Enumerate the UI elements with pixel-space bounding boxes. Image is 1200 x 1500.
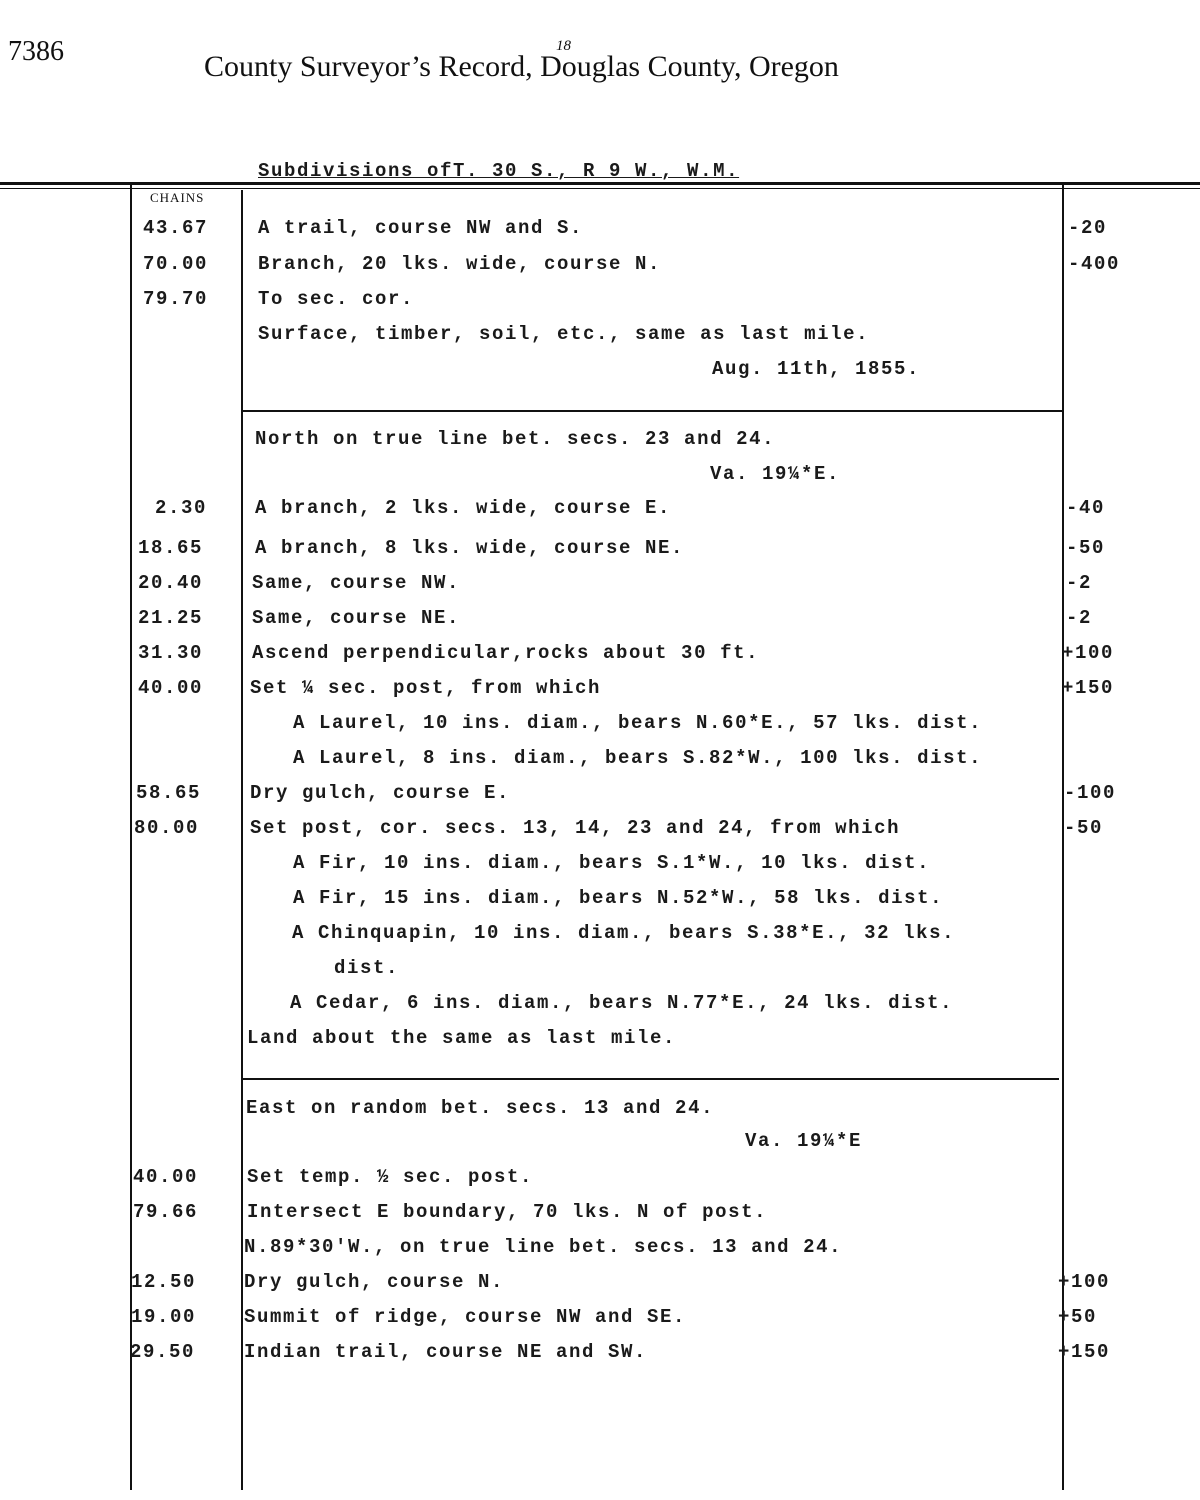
row-text: Set temp. ½ sec. post. — [247, 1166, 534, 1188]
row-variation: Va. 19¼*E — [745, 1130, 863, 1152]
page-title: County Surveyor’s Record, Douglas County, Oregon — [204, 50, 839, 83]
row-text: Surface, timber, soil, etc., same as last mile. — [258, 323, 870, 345]
bearing-tree-entry: A Fir, 15 ins. diam., bears N.52*W., 58 lks. dist. — [293, 887, 944, 909]
row-text: Same, course NE. — [252, 607, 461, 629]
row-chain: 19.00 — [131, 1306, 197, 1328]
row-text: Land about the same as last mile. — [247, 1027, 677, 1049]
row-chain: 31.30 — [138, 642, 204, 664]
handwritten-page-mark: 18 — [556, 38, 571, 54]
row-chain: 79.70 — [143, 288, 209, 310]
row-text: Set ¼ sec. post, from which — [250, 677, 602, 699]
row-text: North on true line bet. secs. 23 and 24. — [255, 428, 776, 450]
document-number: 7386 — [8, 36, 64, 67]
bearing-tree-entry: A Cedar, 6 ins. diam., bears N.77*E., 24 lks. dist. — [290, 992, 954, 1014]
row-chain: 18.65 — [138, 537, 204, 559]
row-chain: 80.00 — [134, 817, 200, 839]
row-elevation: -400 — [1068, 253, 1121, 275]
row-text: Dry gulch, course N. — [244, 1271, 505, 1293]
section-divider — [241, 410, 1064, 412]
bearing-tree-entry: A Laurel, 10 ins. diam., bears N.60*E., 57 lks. dist. — [293, 712, 983, 734]
row-chain: 2.30 — [155, 497, 208, 519]
header-rule-thin — [0, 188, 1200, 189]
row-chain: 70.00 — [143, 253, 209, 275]
row-text: Set post, cor. secs. 13, 14, 23 and 24, from which — [250, 817, 901, 839]
row-elevation: -2 — [1066, 607, 1093, 629]
row-text: Ascend perpendicular,rocks about 30 ft. — [252, 642, 760, 664]
subdivision-subtitle: Subdivisions ofT. 30 S., R 9 W., W.M. — [258, 160, 740, 182]
row-elevation: +150 — [1058, 1341, 1111, 1363]
row-chain: 58.65 — [136, 782, 202, 804]
row-text: Summit of ridge, course NW and SE. — [244, 1306, 687, 1328]
row-chain: 40.00 — [138, 677, 204, 699]
bearing-tree-entry: A Chinquapin, 10 ins. diam., bears S.38*E., 32 lks. — [292, 922, 956, 944]
row-elevation: -20 — [1068, 217, 1108, 239]
row-elevation: +150 — [1062, 677, 1115, 699]
header-rule — [0, 182, 1200, 185]
row-chain: 21.25 — [138, 607, 204, 629]
row-elevation: -50 — [1066, 537, 1106, 559]
row-elevation: +100 — [1058, 1271, 1111, 1293]
row-elevation: -100 — [1064, 782, 1117, 804]
row-chain: 43.67 — [143, 217, 209, 239]
row-elevation: +100 — [1062, 642, 1115, 664]
row-text: A branch, 8 lks. wide, course NE. — [255, 537, 685, 559]
row-chain: 29.50 — [130, 1341, 196, 1363]
row-variation: Va. 19¼*E. — [710, 463, 841, 485]
row-text: Dry gulch, course E. — [250, 782, 511, 804]
chains-column-header: CHAINS — [150, 190, 205, 205]
bearing-tree-entry: A Laurel, 8 ins. diam., bears S.82*W., 100 lks. dist. — [293, 747, 983, 769]
chains-column-rule — [130, 182, 132, 1490]
bearing-tree-entry-continued: dist. — [334, 957, 400, 979]
row-elevation: -50 — [1064, 817, 1104, 839]
row-chain: 12.50 — [131, 1271, 197, 1293]
row-elevation: -2 — [1066, 572, 1093, 594]
row-chain: 79.66 — [133, 1201, 199, 1223]
row-text: East on random bet. secs. 13 and 24. — [246, 1097, 715, 1119]
row-text: Branch, 20 lks. wide, course N. — [258, 253, 662, 275]
row-text: Same, course NW. — [252, 572, 461, 594]
row-chain: 40.00 — [133, 1166, 199, 1188]
row-date: Aug. 11th, 1855. — [712, 358, 921, 380]
row-text: Indian trail, course NE and SW. — [244, 1341, 648, 1363]
bearing-tree-entry: A Fir, 10 ins. diam., bears S.1*W., 10 lks. dist. — [293, 852, 931, 874]
row-elevation: +50 — [1058, 1306, 1098, 1328]
row-text: A branch, 2 lks. wide, course E. — [255, 497, 672, 519]
row-text: To sec. cor. — [258, 288, 415, 310]
row-text: N.89*30'W., on true line bet. secs. 13 and 24. — [244, 1236, 843, 1258]
text-column-rule — [241, 190, 243, 1490]
row-chain: 20.40 — [138, 572, 204, 594]
row-text: Intersect E boundary, 70 lks. N of post. — [247, 1201, 768, 1223]
row-text: A trail, course NW and S. — [258, 217, 584, 239]
section-divider — [241, 1078, 1059, 1080]
row-elevation: -40 — [1066, 497, 1106, 519]
